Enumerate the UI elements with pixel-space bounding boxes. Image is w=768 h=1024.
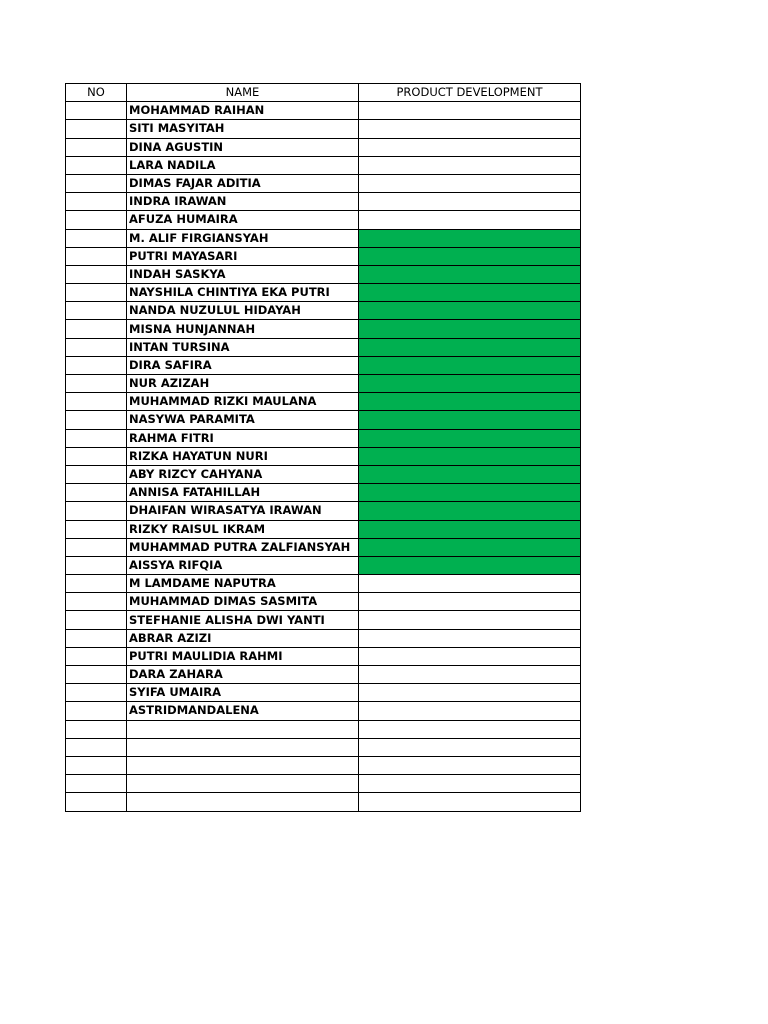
- cell-no[interactable]: [66, 174, 127, 192]
- cell-name[interactable]: ABY RIZCY CAHYANA: [127, 465, 359, 483]
- table-row: [66, 720, 581, 738]
- cell-no[interactable]: [66, 684, 127, 702]
- cell-product-development-marked[interactable]: [359, 520, 581, 538]
- cell-no[interactable]: [66, 738, 127, 756]
- cell-product-development-marked[interactable]: [359, 411, 581, 429]
- cell-name[interactable]: SYIFA UMAIRA: [127, 684, 359, 702]
- cell-product-development[interactable]: [359, 647, 581, 665]
- table-row: [66, 193, 581, 211]
- cell-name[interactable]: DINA AGUSTIN: [127, 138, 359, 156]
- table-row: [66, 338, 581, 356]
- cell-product-development[interactable]: [359, 575, 581, 593]
- table-row: [66, 556, 581, 574]
- header-no: NO: [66, 84, 127, 102]
- table-row: [66, 429, 581, 447]
- cell-name[interactable]: DIRA SAFIRA: [127, 356, 359, 374]
- cell-no[interactable]: [66, 520, 127, 538]
- table-row: [66, 647, 581, 665]
- cell-product-development[interactable]: [359, 666, 581, 684]
- table-row: [66, 102, 581, 120]
- cell-name[interactable]: NAYSHILA CHINTIYA EKA PUTRI: [127, 284, 359, 302]
- cell-product-development[interactable]: [359, 756, 581, 774]
- table-row: [66, 738, 581, 756]
- cell-product-development-marked[interactable]: [359, 302, 581, 320]
- cell-name[interactable]: AFUZA HUMAIRA: [127, 211, 359, 229]
- cell-product-development-marked[interactable]: [359, 484, 581, 502]
- cell-no[interactable]: [66, 411, 127, 429]
- cell-no[interactable]: [66, 556, 127, 574]
- cell-product-development-marked[interactable]: [359, 465, 581, 483]
- cell-no[interactable]: [66, 138, 127, 156]
- cell-name[interactable]: DHAIFAN WIRASATYA IRAWAN: [127, 502, 359, 520]
- table-row: [66, 302, 581, 320]
- cell-product-development[interactable]: [359, 793, 581, 811]
- cell-name[interactable]: M. ALIF FIRGIANSYAH: [127, 229, 359, 247]
- attendance-table: [65, 83, 581, 812]
- cell-product-development[interactable]: [359, 611, 581, 629]
- table-row: [66, 284, 581, 302]
- cell-product-development[interactable]: [359, 720, 581, 738]
- cell-no[interactable]: [66, 211, 127, 229]
- cell-name[interactable]: RAHMA FITRI: [127, 429, 359, 447]
- cell-product-development-marked[interactable]: [359, 356, 581, 374]
- cell-product-development[interactable]: [359, 593, 581, 611]
- cell-no[interactable]: [66, 156, 127, 174]
- cell-no[interactable]: [66, 102, 127, 120]
- cell-no[interactable]: [66, 575, 127, 593]
- cell-name[interactable]: RIZKY RAISUL IKRAM: [127, 520, 359, 538]
- cell-no[interactable]: [66, 775, 127, 793]
- table-row: [66, 684, 581, 702]
- cell-product-development-marked[interactable]: [359, 338, 581, 356]
- table-row: [66, 411, 581, 429]
- cell-name[interactable]: [127, 793, 359, 811]
- cell-name[interactable]: [127, 756, 359, 774]
- cell-no[interactable]: [66, 302, 127, 320]
- cell-name[interactable]: MUHAMMAD DIMAS SASMITA: [127, 593, 359, 611]
- table-row: [66, 756, 581, 774]
- cell-product-development-marked[interactable]: [359, 429, 581, 447]
- cell-no[interactable]: [66, 611, 127, 629]
- table-row: [66, 375, 581, 393]
- table-row: [66, 265, 581, 283]
- table-row: [66, 793, 581, 811]
- cell-no[interactable]: [66, 120, 127, 138]
- cell-no[interactable]: [66, 538, 127, 556]
- table-row: [66, 702, 581, 720]
- cell-product-development[interactable]: [359, 174, 581, 192]
- cell-product-development-marked[interactable]: [359, 284, 581, 302]
- cell-no[interactable]: [66, 284, 127, 302]
- cell-no[interactable]: [66, 629, 127, 647]
- cell-no[interactable]: [66, 193, 127, 211]
- cell-name[interactable]: RIZKA HAYATUN NURI: [127, 447, 359, 465]
- cell-name[interactable]: ABRAR AZIZI: [127, 629, 359, 647]
- cell-no[interactable]: [66, 756, 127, 774]
- cell-name[interactable]: ANNISA FATAHILLAH: [127, 484, 359, 502]
- cell-product-development-marked[interactable]: [359, 229, 581, 247]
- cell-product-development[interactable]: [359, 120, 581, 138]
- cell-no[interactable]: [66, 393, 127, 411]
- table-row: [66, 666, 581, 684]
- cell-name[interactable]: MISNA HUNJANNAH: [127, 320, 359, 338]
- table-row: [66, 120, 581, 138]
- cell-product-development-marked[interactable]: [359, 447, 581, 465]
- table-row: [66, 211, 581, 229]
- cell-no[interactable]: [66, 447, 127, 465]
- cell-product-development-marked[interactable]: [359, 556, 581, 574]
- cell-product-development-marked[interactable]: [359, 502, 581, 520]
- cell-no[interactable]: [66, 593, 127, 611]
- cell-name[interactable]: PUTRI MAYASARI: [127, 247, 359, 265]
- cell-no[interactable]: [66, 320, 127, 338]
- table-row: [66, 538, 581, 556]
- cell-product-development[interactable]: [359, 629, 581, 647]
- cell-name[interactable]: [127, 775, 359, 793]
- table-row: [66, 575, 581, 593]
- cell-name[interactable]: STEFHANIE ALISHA DWI YANTI: [127, 611, 359, 629]
- header-name: NAME: [127, 84, 359, 102]
- cell-product-development[interactable]: [359, 775, 581, 793]
- cell-name[interactable]: MOHAMMAD RAIHAN: [127, 102, 359, 120]
- cell-no[interactable]: [66, 484, 127, 502]
- cell-name[interactable]: NANDA NUZULUL HIDAYAH: [127, 302, 359, 320]
- table-row: [66, 629, 581, 647]
- cell-name[interactable]: NUR AZIZAH: [127, 375, 359, 393]
- table-row: [66, 447, 581, 465]
- header-row: [66, 84, 581, 102]
- table-row: [66, 356, 581, 374]
- cell-product-development[interactable]: [359, 684, 581, 702]
- cell-product-development-marked[interactable]: [359, 538, 581, 556]
- cell-no[interactable]: [66, 502, 127, 520]
- table-row: [66, 520, 581, 538]
- table-body: [66, 102, 581, 811]
- cell-product-development[interactable]: [359, 156, 581, 174]
- cell-product-development-marked[interactable]: [359, 265, 581, 283]
- cell-name[interactable]: MUHAMMAD PUTRA ZALFIANSYAH: [127, 538, 359, 556]
- table-row: [66, 484, 581, 502]
- cell-product-development[interactable]: [359, 702, 581, 720]
- table-row: [66, 611, 581, 629]
- table-row: [66, 502, 581, 520]
- cell-name[interactable]: M LAMDAME NAPUTRA: [127, 575, 359, 593]
- cell-name[interactable]: INTAN TURSINA: [127, 338, 359, 356]
- cell-product-development-marked[interactable]: [359, 320, 581, 338]
- cell-name[interactable]: DARA ZAHARA: [127, 666, 359, 684]
- cell-no[interactable]: [66, 247, 127, 265]
- cell-no[interactable]: [66, 338, 127, 356]
- cell-no[interactable]: [66, 793, 127, 811]
- cell-no[interactable]: [66, 375, 127, 393]
- cell-name[interactable]: LARA NADILA: [127, 156, 359, 174]
- cell-no[interactable]: [66, 265, 127, 283]
- cell-product-development-marked[interactable]: [359, 375, 581, 393]
- table-row: [66, 775, 581, 793]
- cell-name[interactable]: PUTRI MAULIDIA RAHMI: [127, 647, 359, 665]
- header-product-development: PRODUCT DEVELOPMENT: [359, 84, 581, 102]
- table-row: [66, 465, 581, 483]
- cell-name[interactable]: ASTRIDMANDALENA: [127, 702, 359, 720]
- table-row: [66, 174, 581, 192]
- cell-name[interactable]: INDRA IRAWAN: [127, 193, 359, 211]
- cell-no[interactable]: [66, 229, 127, 247]
- cell-name[interactable]: [127, 720, 359, 738]
- cell-no[interactable]: [66, 356, 127, 374]
- cell-no[interactable]: [66, 702, 127, 720]
- cell-product-development[interactable]: [359, 211, 581, 229]
- cell-product-development[interactable]: [359, 738, 581, 756]
- table-row: [66, 156, 581, 174]
- cell-product-development[interactable]: [359, 138, 581, 156]
- cell-product-development[interactable]: [359, 193, 581, 211]
- cell-name[interactable]: INDAH SASKYA: [127, 265, 359, 283]
- cell-name[interactable]: [127, 738, 359, 756]
- table-row: [66, 593, 581, 611]
- cell-name[interactable]: MUHAMMAD RIZKI MAULANA: [127, 393, 359, 411]
- cell-name[interactable]: DIMAS FAJAR ADITIA: [127, 174, 359, 192]
- table-row: [66, 229, 581, 247]
- table-row: [66, 138, 581, 156]
- cell-product-development-marked[interactable]: [359, 247, 581, 265]
- cell-no[interactable]: [66, 465, 127, 483]
- cell-product-development[interactable]: [359, 102, 581, 120]
- cell-name[interactable]: NASYWA PARAMITA: [127, 411, 359, 429]
- cell-product-development-marked[interactable]: [359, 393, 581, 411]
- cell-no[interactable]: [66, 429, 127, 447]
- table-row: [66, 247, 581, 265]
- cell-name[interactable]: SITI MASYITAH: [127, 120, 359, 138]
- cell-no[interactable]: [66, 720, 127, 738]
- cell-name[interactable]: AISSYA RIFQIA: [127, 556, 359, 574]
- table-row: [66, 393, 581, 411]
- cell-no[interactable]: [66, 647, 127, 665]
- table-row: [66, 320, 581, 338]
- cell-no[interactable]: [66, 666, 127, 684]
